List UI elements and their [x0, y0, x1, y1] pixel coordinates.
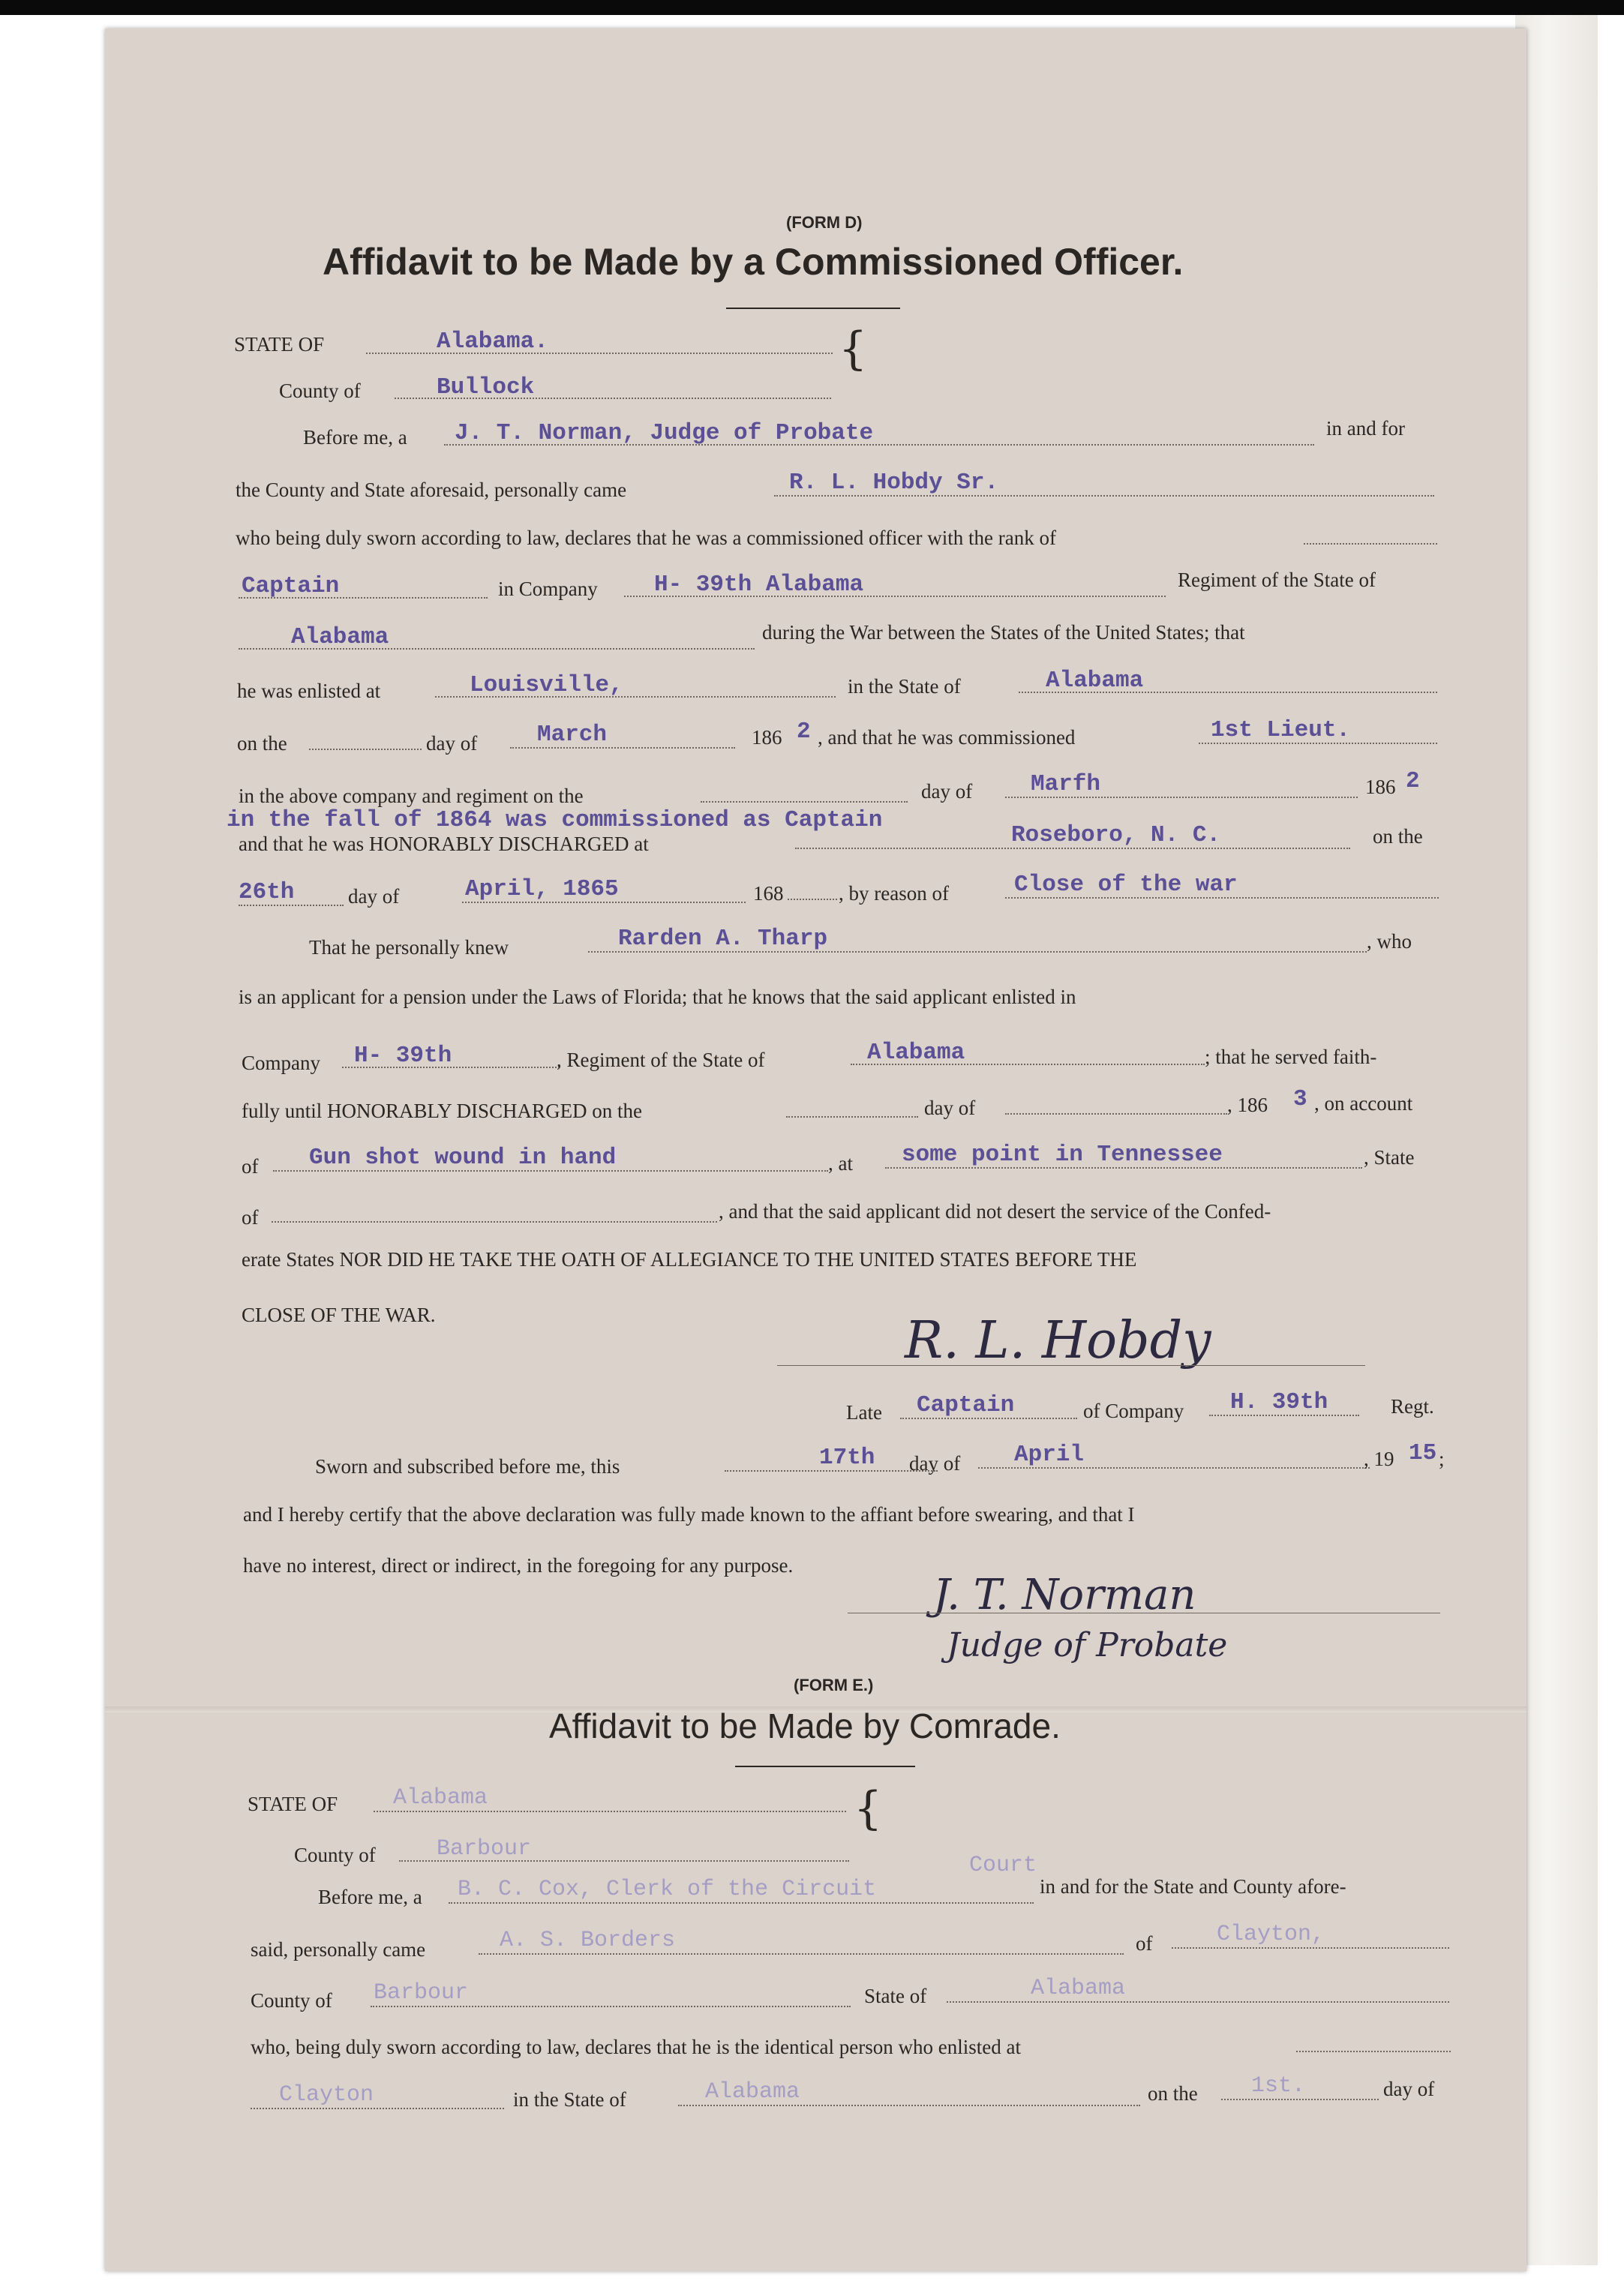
day-of-4-label: day of	[924, 1097, 976, 1119]
who-being-line: who being duly sworn according to law, declares that he was a commissioned officer with the rank of	[236, 527, 1056, 549]
regiment-state-label-2: , Regiment of the State of	[557, 1049, 765, 1071]
form-e-in-and-for: in and for the State and County afore-	[1040, 1875, 1346, 1898]
enlist-year-value: 2	[797, 719, 811, 745]
form-e-of-label: of	[1136, 1932, 1153, 1955]
form-d-title: Affidavit to be Made by a Commissioned Officer.	[323, 241, 1184, 283]
enlisted-state-value: Alabama	[1046, 668, 1144, 694]
county-value: Bullock	[437, 374, 535, 401]
on-account-label: , on account	[1314, 1092, 1413, 1115]
applicant-pension-line: is an applicant for a pension under the Laws of Florida; that he knows that the said applicant enlisted in	[239, 986, 1076, 1008]
applicant-day-line	[786, 1116, 918, 1118]
applicant-state-value: Alabama	[867, 1040, 965, 1066]
hobdy-signature: R. L. Hobdy	[905, 1311, 1211, 1370]
form-e-enlist-day-value: 1st.	[1251, 2073, 1306, 2099]
form-e-enlist-place-line	[251, 2108, 504, 2109]
form-e-county-of: County of	[251, 1989, 332, 2012]
form-e-title: Affidavit to be Made by Comrade.	[549, 1706, 1061, 1745]
form-e-comrade-county-value: Barbour	[374, 1980, 469, 2006]
day-of-label: day of	[426, 732, 478, 755]
day-of-3-label: day of	[348, 885, 400, 908]
form-e-before-me: Before me, a	[318, 1886, 422, 1908]
late-label: Late	[846, 1401, 882, 1424]
reason-value: Close of the war	[1014, 872, 1238, 898]
applicant-value: Rarden A. Tharp	[618, 926, 828, 952]
commission-day-line	[701, 801, 908, 803]
sworn-month-value: April	[1014, 1442, 1085, 1468]
brace-1: {	[839, 323, 868, 375]
form-e-comrade-value: A. S. Borders	[500, 1928, 676, 1953]
of-company-label: of Company	[1083, 1400, 1184, 1422]
applicant-year-value: 3	[1293, 1086, 1307, 1112]
in-company-label: in Company	[498, 578, 598, 600]
form-e-state-value: Alabama	[393, 1785, 488, 1811]
printed-year-line	[788, 899, 837, 900]
form-d-label: (FORM D)	[786, 213, 863, 232]
on-the-label: on the	[237, 732, 287, 755]
form-e-county-value: Barbour	[437, 1836, 532, 1862]
sworn-year-prefix: , 19	[1364, 1448, 1394, 1470]
affiant-value: R. L. Hobdy Sr.	[789, 470, 999, 496]
applicant-company-value: H- 39th	[354, 1043, 452, 1069]
form-e-town-line	[1172, 1947, 1449, 1949]
form-e-on-the: on the	[1148, 2082, 1198, 2105]
commission-month-value: Marfh	[1031, 771, 1101, 797]
regiment-state-value: Alabama	[291, 624, 389, 650]
by-reason-of-label: , by reason of	[839, 882, 949, 905]
enlist-month-value: March	[537, 722, 608, 748]
account-value: Gun shot wound in hand	[309, 1145, 617, 1171]
certify-line: and I hereby certify that the above declaration was fully made known to the affiant before swearing, and that I	[243, 1503, 1135, 1526]
aforesaid-label: the County and State aforesaid, personally came	[236, 479, 627, 501]
fall-note: in the fall of 1864 was commissioned as Captain	[227, 807, 883, 833]
form-e-state-line	[374, 1811, 846, 1812]
commissioned-label: , and that he was commissioned	[818, 726, 1076, 749]
sworn-year-value: 15	[1409, 1440, 1437, 1466]
personally-knew-label: That he personally knew	[309, 936, 509, 959]
form-e-said-came: said, personally came	[251, 1938, 426, 1961]
county-label: County of	[279, 380, 361, 402]
commission-year-prefix: 186	[1365, 776, 1396, 798]
who-label: , who	[1367, 930, 1412, 953]
close-of-war-label: CLOSE OF THE WAR.	[242, 1304, 436, 1326]
rank-line-end	[1304, 543, 1437, 545]
served-faith-label: ; that he served faith-	[1205, 1046, 1377, 1068]
did-not-desert-line: , and that the said applicant did not desert the service of the Confed-	[719, 1200, 1271, 1223]
during-war-line: during the War between the States of the United States; that	[762, 621, 1245, 644]
title-rule	[726, 308, 900, 309]
form-e-label: (FORM E.)	[794, 1676, 874, 1694]
officer-value: J. T. Norman, Judge of Probate	[455, 420, 874, 446]
form-e-comrade-state-value: Alabama	[1031, 1976, 1126, 2001]
sworn-label: Sworn and subscribed before me, this	[315, 1455, 620, 1478]
discharge-place-value: Roseboro, N. C.	[1011, 822, 1221, 848]
form-e-officer-value: B. C. Cox, Clerk of the Circuit	[458, 1877, 877, 1902]
commission-year-value: 2	[1406, 768, 1420, 794]
form-e-state-of: State of	[864, 1985, 927, 2007]
discharge-day-value: 26th	[239, 879, 295, 905]
judge-title-handwritten: Judge of Probate	[947, 1626, 1228, 1664]
enlisted-place-value: Louisville,	[470, 672, 623, 698]
no-interest-line: have no interest, direct or indirect, in the foregoing for any purpose.	[243, 1554, 794, 1577]
form-e-day-of: day of	[1383, 2078, 1435, 2100]
in-state-of-label: in the State of	[848, 675, 961, 698]
at-label: , at	[828, 1152, 853, 1175]
form-e-town-value: Clayton,	[1217, 1922, 1325, 1947]
in-and-for: in and for	[1326, 417, 1405, 440]
form-e-enlist-place-end-line	[1296, 2051, 1451, 2052]
regt-label: Regt.	[1391, 1395, 1434, 1418]
before-me-label: Before me, a	[303, 426, 407, 449]
state-label: STATE OF	[234, 333, 325, 356]
applicant-year-prefix: , 186	[1227, 1094, 1268, 1116]
signature-line	[777, 1365, 1365, 1366]
norman-signature: J. T. Norman	[933, 1571, 1196, 1619]
sworn-day-value: 17th	[819, 1445, 875, 1471]
form-e-identical-person: who, being duly sworn according to law, declares that he is the identical person who enlisted at	[251, 2036, 1021, 2058]
form-e-comrade-county-line	[371, 2006, 851, 2007]
title-rule-2	[735, 1766, 915, 1767]
on-the-2-label: on the	[1373, 825, 1423, 848]
of-label-2: of	[242, 1206, 259, 1229]
regiment-of-state-label: Regiment of the State of	[1178, 569, 1376, 591]
sworn-year-suffix: ;	[1439, 1448, 1445, 1470]
form-e-officer-line	[449, 1902, 1034, 1904]
form-e-officer-insert: Court	[969, 1853, 1037, 1878]
enlisted-at-label: he was enlisted at	[237, 680, 381, 702]
brace-2: {	[854, 1782, 883, 1835]
enlist-day-line	[309, 749, 422, 750]
applicant-month-line	[1005, 1113, 1227, 1115]
form-e-state-label: STATE OF	[248, 1793, 338, 1815]
form-e-county-label: County of	[294, 1844, 376, 1866]
applicant-state-2-line	[272, 1221, 717, 1223]
scanner-top-border	[0, 0, 1624, 15]
form-e-comrade-line	[479, 1953, 1124, 1955]
discharged-at-label: and that he was HONORABLY DISCHARGED at	[239, 833, 649, 855]
company-label: Company	[242, 1052, 320, 1074]
sleeve-edge	[1515, 15, 1598, 2265]
state-value: Alabama.	[437, 329, 548, 355]
printed-year: 168	[753, 882, 784, 905]
rank-value: Captain	[242, 573, 340, 599]
form-e-in-state-of: in the State of	[513, 2088, 626, 2111]
above-company-label: in the above company and regiment on the	[239, 785, 584, 807]
of-label: of	[242, 1155, 259, 1178]
oath-line: erate States NOR DID HE TAKE THE OATH OF ALLEGIANCE TO THE UNITED STATES BEFORE THE	[242, 1248, 1137, 1271]
form-e-enlist-place-value: Clayton	[279, 2082, 374, 2108]
late-company-value: H. 39th	[1230, 1389, 1328, 1415]
form-e-enlist-state-line	[678, 2105, 1140, 2106]
day-of-5-label: day of	[909, 1452, 961, 1475]
form-e-enlist-state-value: Alabama	[705, 2079, 800, 2105]
company-value: H- 39th Alabama	[654, 572, 864, 598]
location-value: some point in Tennessee	[902, 1142, 1223, 1168]
form-e-comrade-state-line	[947, 2001, 1449, 2003]
year-prefix: 186	[752, 726, 782, 749]
fully-until-label: fully until HONORABLY DISCHARGED on the	[242, 1100, 643, 1122]
late-rank-value: Captain	[917, 1392, 1015, 1418]
discharge-date-value: April, 1865	[465, 876, 619, 902]
form-e-enlist-day-line	[1221, 2099, 1379, 2100]
day-of-2-label: day of	[921, 780, 973, 803]
state-word-label: , State	[1364, 1146, 1415, 1169]
commission-rank-value: 1st Lieut.	[1211, 717, 1351, 743]
